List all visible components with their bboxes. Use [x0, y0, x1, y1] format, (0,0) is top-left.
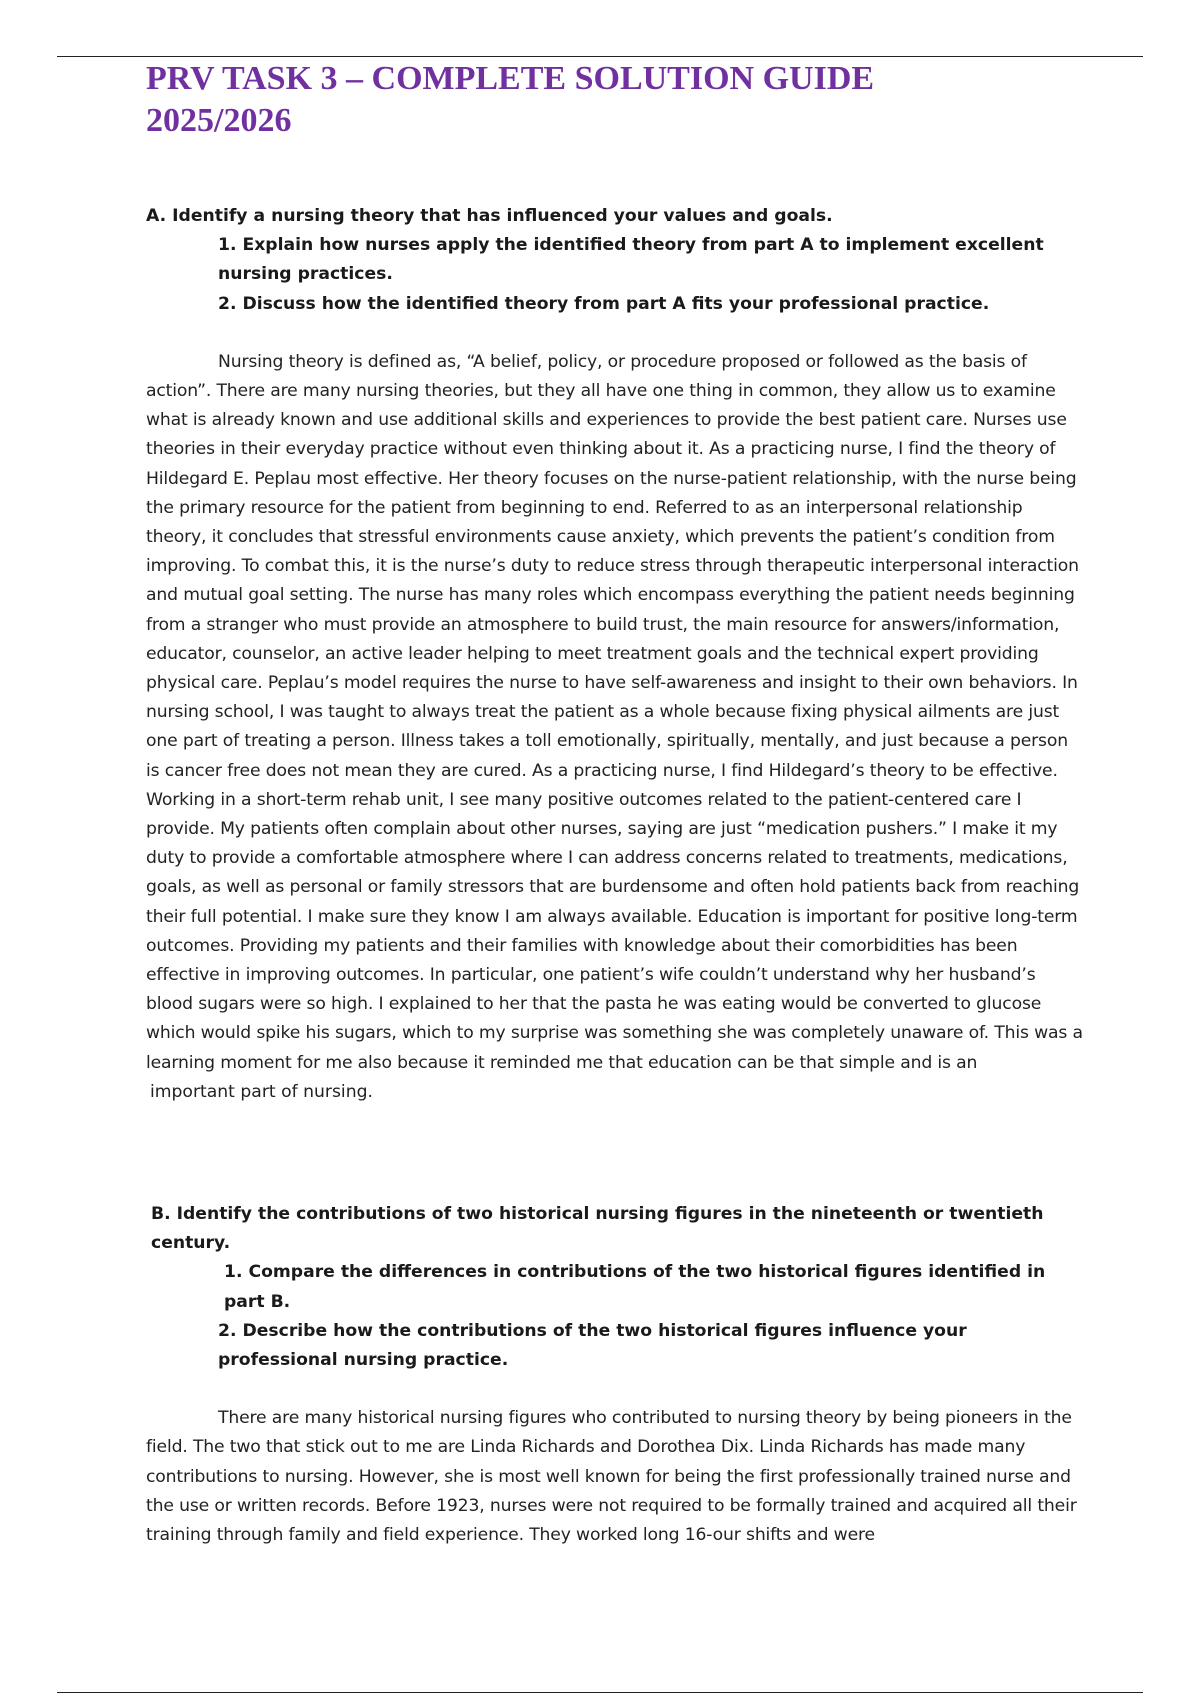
title-line-1: PRV TASK 3 – COMPLETE SOLUTION GUIDE: [146, 60, 875, 97]
document-title: [146, 58, 1146, 142]
section-b-body: There are many historical nursing figures who contributed to nursing theory by being pioneers in the field. The two that stick out to me are Linda Richards and Dorothea Dix. Linda Richards has made many contributions to nursing. However, she is most well known for being the first professionally trained nurse and the use or written records. Before 1923, nurses were not required to be formally trained and acquired all their training through family and field experience. They worked long 16-our shifts and were: [146, 1408, 1077, 1546]
section-a-sub-2: 2. Discuss how the identified theory from part A fits your professional practice.: [218, 293, 990, 314]
section-b: [146, 1200, 1084, 1550]
section-a-body-tail: important part of nursing.: [150, 1081, 373, 1102]
section-a-heading: A. Identify a nursing theory that has influenced your values and goals.: [146, 206, 833, 226]
bottom-rule: [57, 1692, 1143, 1693]
title-line-2: 2025/2026: [146, 102, 292, 139]
section-a: [146, 202, 1084, 1107]
section-b-heading: B. Identify the contributions of two historical nursing figures in the nineteenth or twentieth century.: [151, 1204, 1044, 1254]
top-rule: [57, 56, 1143, 57]
section-a-body: Nursing theory is defined as, “A belief, policy, or procedure proposed or followed as the basis of action”. There are many nursing theories, but they all have one thing in common, they allow us to examine what is already known and use additional skills and experiences to provide the best patient care. Nurses use theories in their everyday practice without even thinking about it. As a practicing nurse, I find the theory of Hildegard E. Peplau most effective. Her theory focuses on the nurse-patient relationship, with the nurse being the primary resource for the patient from beginning to end. Referred to as an interpersonal relationship theory, it concludes that stressful environments cause anxiety, which prevents the patient’s condition from improving. To combat this, it is the nurse’s duty to reduce stress through therapeutic interpersonal interaction and mutual goal setting. The nurse has many roles which encompass everything the patient needs beginning from a stranger who must provide an atmosphere to build trust, the main resource for answers/information, educator, counselor, an active leader helping to meet treatment goals and the technical expert providing physical care. Peplau’s model requires the nurse to have self-awareness and insight to their own behaviors. In nursing school, I was taught to always treat the patient as a whole because fixing physical ailments are just one part of treating a person. Illness takes a toll emotionally, spiritually, mentally, and just because a person is cancer free does not mean they are cured. As a practicing nurse, I find Hildegard’s theory to be effective. Working in a short-term rehab unit, I see many positive outcomes related to the patient-centered care I provide. My patients often complain about other nurses, saying are just “medication pushers.” I make it my duty to provide a comfortable atmosphere where I can address concerns related to treatments, medications, goals, as well as personal or family stressors that are burdensome and often hold patients back from reaching their full potential. I make sure they know I am always available. Education is important for positive long-term outcomes. Providing my patients and their families with knowledge about their comorbidities has been effective in improving outcomes. In particular, one patient’s wife couldn’t understand why her husband’s blood sugars were so high. I explained to her that the pasta he was eating would be converted to glucose which would spike his sugars, which to my surprise was something she was completely unaware of. This was a learning moment for me also because it reminded me that education can be that simple and is an: [146, 351, 1083, 1073]
section-a-sub-1: 1. Explain how nurses apply the identified theory from part A to implement excellent nursing practices.: [218, 235, 1044, 285]
section-b-sub-2: 2. Describe how the contributions of the two historical figures influence your professional nursing practice.: [218, 1320, 967, 1371]
section-b-sub-1: 1. Compare the differences in contributions of the two historical figures identified in part B.: [224, 1262, 1046, 1312]
